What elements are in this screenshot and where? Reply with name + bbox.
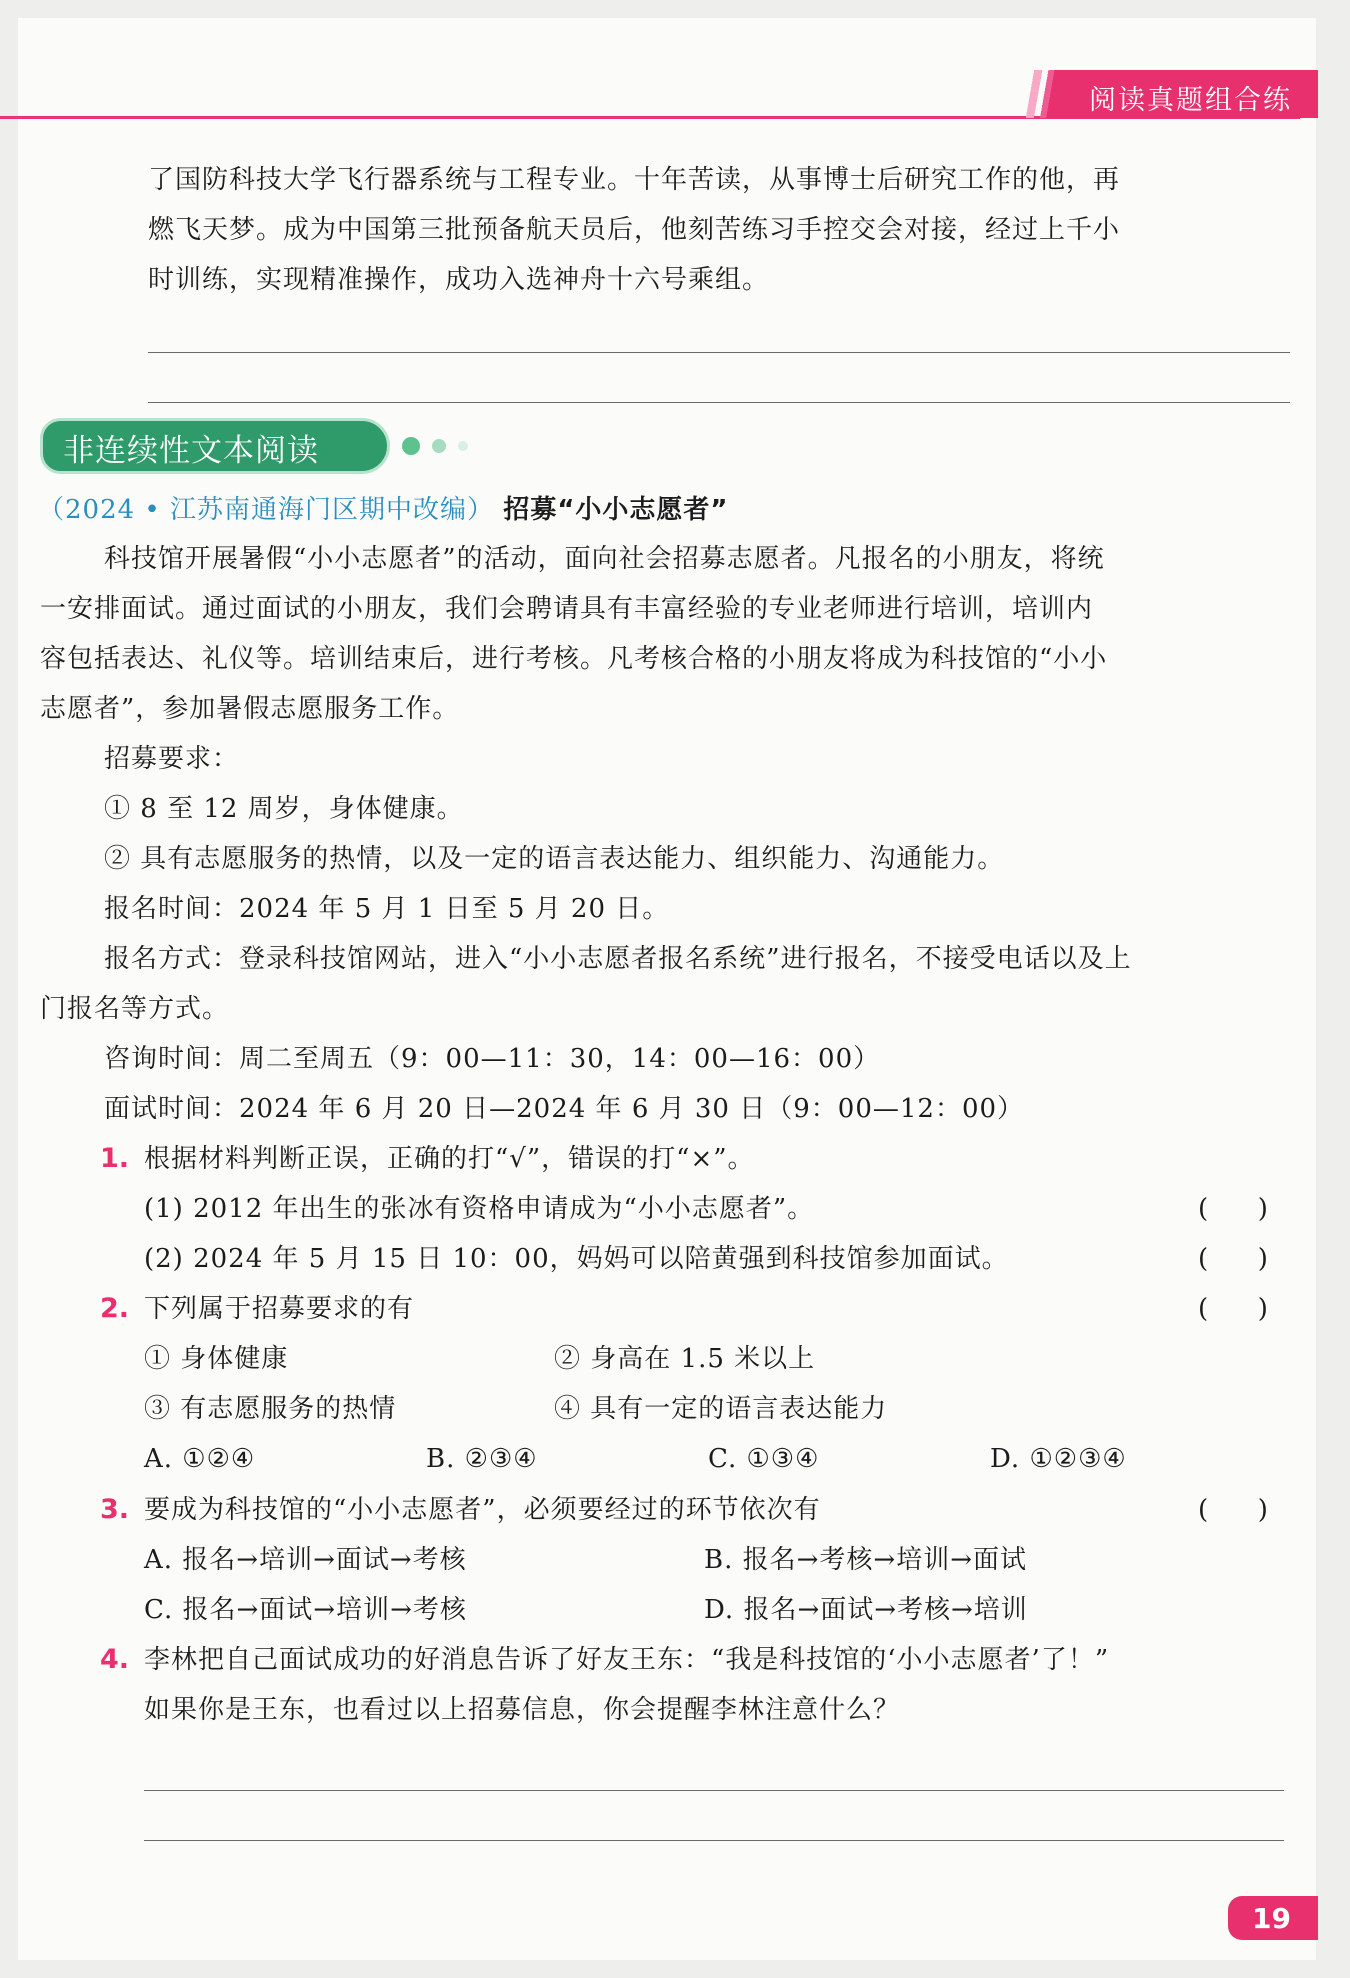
requirement-item: ② 具有志愿服务的热情，以及一定的语言表达能力、组织能力、沟通能力。 — [104, 844, 1005, 874]
question-item: (2) 2024 年 5 月 15 日 10：00，妈妈可以陪黄强到科技馆参加面试。 — [144, 1244, 1009, 1274]
question-number: 3. — [100, 1494, 130, 1525]
article-line: 一安排面试。通过面试的小朋友，我们会聘请具有丰富经验的专业老师进行培训，培训内 — [40, 594, 1094, 624]
answer-parens[interactable]: ( ) — [1198, 1495, 1268, 1525]
option-b[interactable]: B. ②③④ — [426, 1444, 538, 1474]
article-line: 科技馆开展暑假“小小志愿者”的活动，面向社会招募志愿者。凡报名的小朋友，将统 — [104, 544, 1105, 574]
article-source: （2024 • 江苏南通海门区期中改编） — [38, 495, 495, 525]
interview-time: 面试时间：2024 年 6 月 20 日—2024 年 6 月 30 日（9：00—12：00） — [104, 1094, 1025, 1124]
signup-time: 报名时间：2024 年 5 月 1 日至 5 月 20 日。 — [104, 894, 670, 924]
intro-line: 了国防科技大学飞行器系统与工程专业。十年苦读，从事博士后研究工作的他，再 — [148, 165, 1121, 195]
option-d[interactable]: D. 报名→面试→考核→培训 — [704, 1595, 1028, 1625]
answer-line — [148, 402, 1290, 403]
question-number: 2. — [100, 1293, 130, 1324]
question-number: 4. — [100, 1644, 130, 1675]
decor-dot — [432, 439, 446, 453]
choice-item: ④ 具有一定的语言表达能力 — [554, 1394, 888, 1424]
intro-line: 时训练，实现精准操作，成功入选神舟十六号乘组。 — [148, 265, 770, 295]
section-tab-label: 阅读真题组合练 — [1089, 85, 1292, 116]
answer-parens[interactable]: ( ) — [1198, 1194, 1268, 1224]
page-number-badge — [1228, 1896, 1318, 1940]
option-c[interactable]: C. 报名→面试→培训→考核 — [144, 1595, 467, 1625]
choice-item: ② 身高在 1.5 米以上 — [554, 1344, 816, 1374]
page-number: 19 — [1252, 1902, 1291, 1935]
choice-item: ① 身体健康 — [144, 1344, 289, 1374]
article-line: 容包括表达、礼仪等。培训结束后，进行考核。凡考核合格的小朋友将成为科技馆的“小小 — [40, 644, 1108, 674]
option-d[interactable]: D. ①②③④ — [990, 1444, 1127, 1474]
requirements-label: 招募要求： — [104, 744, 240, 774]
question-stem: 下列属于招募要求的有 — [144, 1294, 415, 1324]
question-stem: 如果你是王东，也看过以上招募信息，你会提醒李林注意什么？ — [144, 1695, 901, 1725]
answer-line — [148, 352, 1290, 353]
answer-line[interactable] — [144, 1840, 1284, 1841]
choice-item: ③ 有志愿服务的热情 — [144, 1394, 397, 1424]
article-title: 招募“小小志愿者” — [503, 495, 729, 525]
option-a[interactable]: A. ①②④ — [144, 1444, 256, 1474]
section-badge — [40, 418, 390, 474]
answer-parens[interactable]: ( ) — [1198, 1244, 1268, 1274]
signup-method: 门报名等方式。 — [40, 994, 230, 1024]
decor-dot — [402, 437, 420, 455]
question-stem: 要成为科技馆的“小小志愿者”，必须要经过的环节依次有 — [144, 1495, 821, 1525]
option-c[interactable]: C. ①③④ — [708, 1444, 820, 1474]
consult-time: 咨询时间：周二至周五（9：00—11：30，14：00—16：00） — [104, 1044, 881, 1074]
option-a[interactable]: A. 报名→培训→面试→考核 — [144, 1545, 467, 1575]
option-b[interactable]: B. 报名→考核→培训→面试 — [704, 1545, 1027, 1575]
article-line: 志愿者”，参加暑假志愿服务工作。 — [40, 694, 460, 724]
signup-method: 报名方式：登录科技馆网站，进入“小小志愿者报名系统”进行报名，不接受电话以及上 — [104, 944, 1132, 974]
question-stem: 李林把自己面试成功的好消息告诉了好友王东：“我是科技馆的‘小小志愿者’了！” — [144, 1645, 1110, 1675]
section-title: 非连续性文本阅读 — [63, 433, 319, 469]
answer-line[interactable] — [144, 1790, 1284, 1791]
intro-line: 燃飞天梦。成为中国第三批预备航天员后，他刻苦练习手控交会对接，经过上千小 — [148, 215, 1121, 245]
article-header — [38, 490, 729, 530]
decor-dot — [458, 441, 468, 451]
answer-parens[interactable]: ( ) — [1198, 1294, 1268, 1324]
question-item: (1) 2012 年出生的张冰有资格申请成为“小小志愿者”。 — [144, 1194, 815, 1224]
section-tab — [1018, 70, 1318, 118]
question-number: 1. — [100, 1143, 130, 1174]
requirement-item: ① 8 至 12 周岁，身体健康。 — [104, 794, 464, 824]
question-stem: 根据材料判断正误，正确的打“√”，错误的打“×”。 — [144, 1144, 755, 1174]
